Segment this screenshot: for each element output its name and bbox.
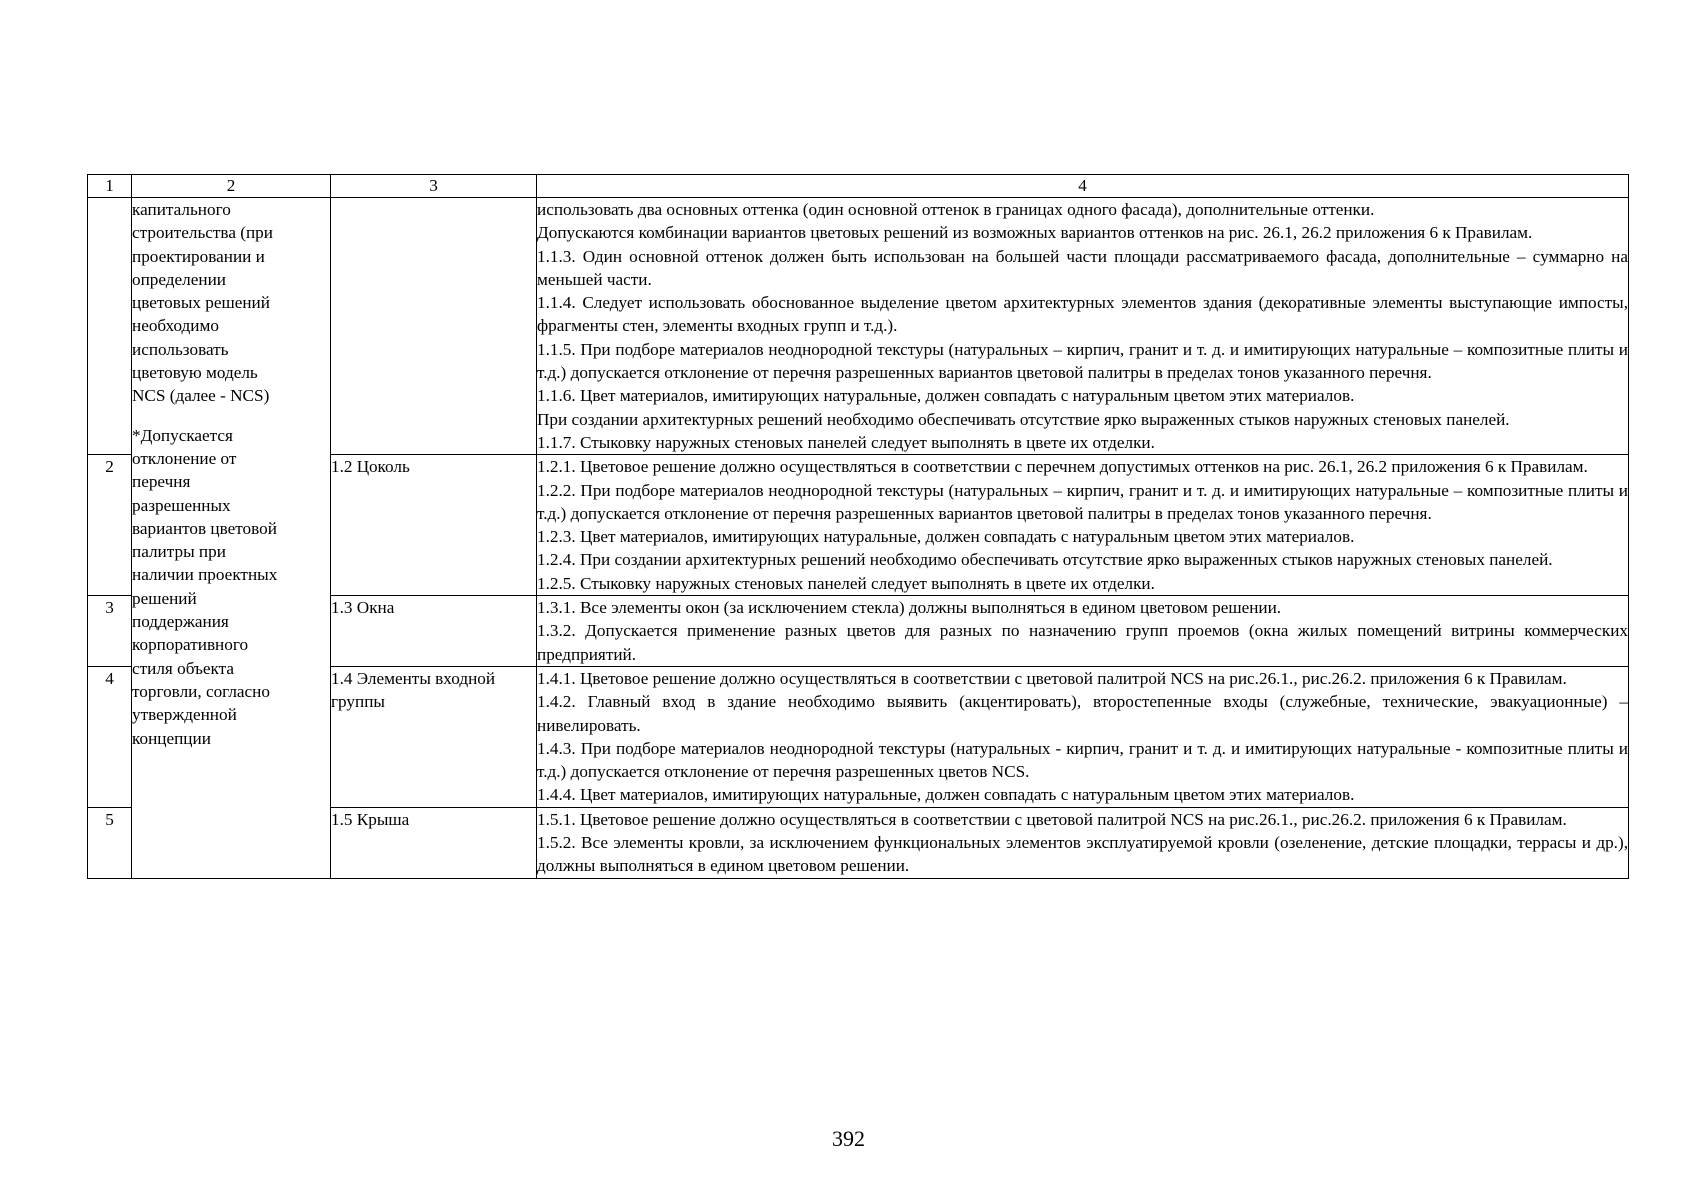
requirements-cell bbox=[537, 596, 1629, 667]
header-col-2: 2 bbox=[132, 175, 331, 198]
header-col-3: 3 bbox=[331, 175, 537, 198]
requirement-paragraph: 1.1.4. Следует использовать обоснованное выделение цветом архитектурных элементов здания (декоративные элементы выступающие импосты, фрагменты стен, элементы входных групп и т.д.). bbox=[537, 293, 1628, 336]
requirement-paragraph: 1.3.2. Допускается применение разных цветов для разных по назначению групп проемов (окна жилых помещений витрины коммерческих предприятий. bbox=[537, 621, 1628, 664]
category-line: разрешенных bbox=[132, 495, 231, 515]
requirements-table bbox=[87, 174, 1629, 879]
row-number bbox=[88, 198, 132, 455]
category-line: определении bbox=[132, 269, 226, 289]
requirement-paragraph: 1.2.3. Цвет материалов, имитирующих натуральные, должен совпадать с натуральным цветом этих материалов. bbox=[537, 527, 1355, 547]
element-cell: 1.2 Цоколь bbox=[331, 455, 537, 596]
category-line: цветовую модель bbox=[132, 363, 258, 383]
category-cell bbox=[132, 198, 331, 879]
requirement-paragraph: 1.4.1. Цветовое решение должно осуществляться в соответствии с цветовой палитрой NCS на рис.26.1., рис.26.2. приложения 6 к Правилам. bbox=[537, 668, 1567, 688]
requirement-paragraph: 1.2.2. При подборе материалов неоднородной текстуры (натуральных – кирпич, гранит и т. д. и имитирующих натуральные – композитные плиты и т.д.) допускается отклонение от перечня разрешенных вариантов цветовой палитры в пределах тонов указанного перечня. bbox=[537, 480, 1628, 523]
requirement-paragraph: 1.1.3. Один основной оттенок должен быть использован на большей части площади рассматриваемого фасада, дополнительные – суммарно на меньшей части. bbox=[537, 246, 1628, 289]
table-header-row bbox=[88, 175, 1629, 198]
requirement-paragraph: 1.1.6. Цвет материалов, имитирующих натуральные, должен совпадать с натуральным цветом этих материалов. bbox=[537, 386, 1355, 406]
requirements-cell bbox=[537, 666, 1629, 807]
category-line: вариантов цветовой bbox=[132, 518, 277, 538]
requirement-paragraph: 1.2.1. Цветовое решение должно осуществляться в соответствии с перечнем допустимых оттенков на рис. 26.1, 26.2 приложения 6 к Правилам. bbox=[537, 457, 1588, 477]
element-cell bbox=[331, 198, 537, 455]
category-line: торговли, согласно bbox=[132, 681, 270, 701]
element-cell: 1.3 Окна bbox=[331, 596, 537, 667]
requirement-paragraph: 1.4.2. Главный вход в здание необходимо выявить (акцентировать), второстепенные входы (служебные, технические, эвакуационные) – нивелировать. bbox=[537, 692, 1628, 735]
category-line: капитального bbox=[132, 200, 231, 219]
category-line: наличии проектных bbox=[132, 565, 278, 585]
requirement-paragraph: использовать два основных оттенка (один основной оттенок в границах одного фасада), дополнительные оттенки. bbox=[537, 200, 1375, 219]
category-line: перечня bbox=[132, 472, 191, 492]
header-col-1: 1 bbox=[88, 175, 132, 198]
header-col-4: 4 bbox=[537, 175, 1629, 198]
page-number: 392 bbox=[832, 1126, 865, 1151]
category-line: утвержденной bbox=[132, 705, 237, 725]
requirement-paragraph: 1.1.7. Стыковку наружных стеновых панелей следует выполнять в цвете их отделки. bbox=[537, 432, 1155, 452]
table-row bbox=[88, 198, 1629, 455]
requirement-paragraph: 1.2.5. Стыковку наружных стеновых панелей следует выполнять в цвете их отделки. bbox=[537, 573, 1155, 593]
requirement-paragraph: 1.3.1. Все элементы окон (за исключением стекла) должны выполняться в едином цветовом решении. bbox=[537, 598, 1282, 618]
element-cell: 1.4 Элементы входной группы bbox=[331, 666, 537, 807]
category-line: палитры при bbox=[132, 542, 226, 562]
row-number: 3 bbox=[88, 596, 132, 667]
category-line: стиля объекта bbox=[132, 658, 235, 678]
category-line: корпоративного bbox=[132, 635, 249, 655]
requirement-paragraph: 1.5.1. Цветовое решение должно осуществляться в соответствии с цветовой палитрой NCS на рис.26.1., рис.26.2. приложения 6 к Правилам. bbox=[537, 809, 1567, 829]
row-number: 2 bbox=[88, 455, 132, 596]
category-line: *Допускается bbox=[132, 425, 233, 445]
category-line: проектировании и bbox=[132, 246, 265, 266]
category-line: NCS (далее - NCS) bbox=[132, 386, 270, 406]
category-gap bbox=[132, 408, 330, 424]
element-cell: 1.5 Крыша bbox=[331, 807, 537, 878]
requirement-paragraph: 1.1.5. При подборе материалов неоднородной текстуры (натуральных – кирпич, гранит и т. д. и имитирующих натуральные – композитные плиты и т.д.) допускается отклонение от перечня разрешенных вариантов цветовой палитры в пределах тонов указанного перечня. bbox=[537, 339, 1628, 383]
row-number: 4 bbox=[88, 666, 132, 807]
requirements-cell bbox=[537, 198, 1629, 455]
requirement-paragraph: При создании архитектурных решений необходимо обеспечивать отсутствие ярко выраженных стыков наружных стеновых панелей. bbox=[537, 409, 1510, 429]
requirement-paragraph: 1.2.4. При создании архитектурных решений необходимо обеспечивать отсутствие ярко выраженных стыков наружных стеновых панелей. bbox=[537, 550, 1553, 570]
requirement-paragraph: 1.4.4. Цвет материалов, имитирующих натуральные, должен совпадать с натуральным цветом этих материалов. bbox=[537, 785, 1355, 805]
category-line: строительства (при bbox=[132, 223, 273, 243]
category-line: необходимо bbox=[132, 316, 219, 336]
requirement-paragraph: 1.4.3. При подборе материалов неоднородной текстуры (натуральных - кирпич, гранит и т. д. и имитирующих натуральные - композитные плиты и т.д.) допускается отклонение от перечня разрешенных цветов NCS. bbox=[537, 738, 1628, 782]
requirement-paragraph: Допускаются комбинации вариантов цветовых решений из возможных вариантов оттенков на рис. 26.1, 26.2 приложения 6 к Правилам. bbox=[537, 223, 1533, 243]
category-line: использовать bbox=[132, 339, 229, 359]
requirements-cell bbox=[537, 807, 1629, 878]
category-line: поддержания bbox=[132, 612, 229, 632]
row-number: 5 bbox=[88, 807, 132, 878]
requirement-paragraph: 1.5.2. Все элементы кровли, за исключением функциональных элементов эксплуатируемой кровли (озеленение, детские площадки, террасы и др.), должны выполняться в едином цветовом решении. bbox=[537, 833, 1628, 876]
category-line: цветовых решений bbox=[132, 293, 270, 313]
requirements-cell bbox=[537, 455, 1629, 596]
category-line: концепции bbox=[132, 728, 211, 748]
category-line: решений bbox=[132, 588, 197, 608]
category-line: отклонение от bbox=[132, 448, 237, 468]
